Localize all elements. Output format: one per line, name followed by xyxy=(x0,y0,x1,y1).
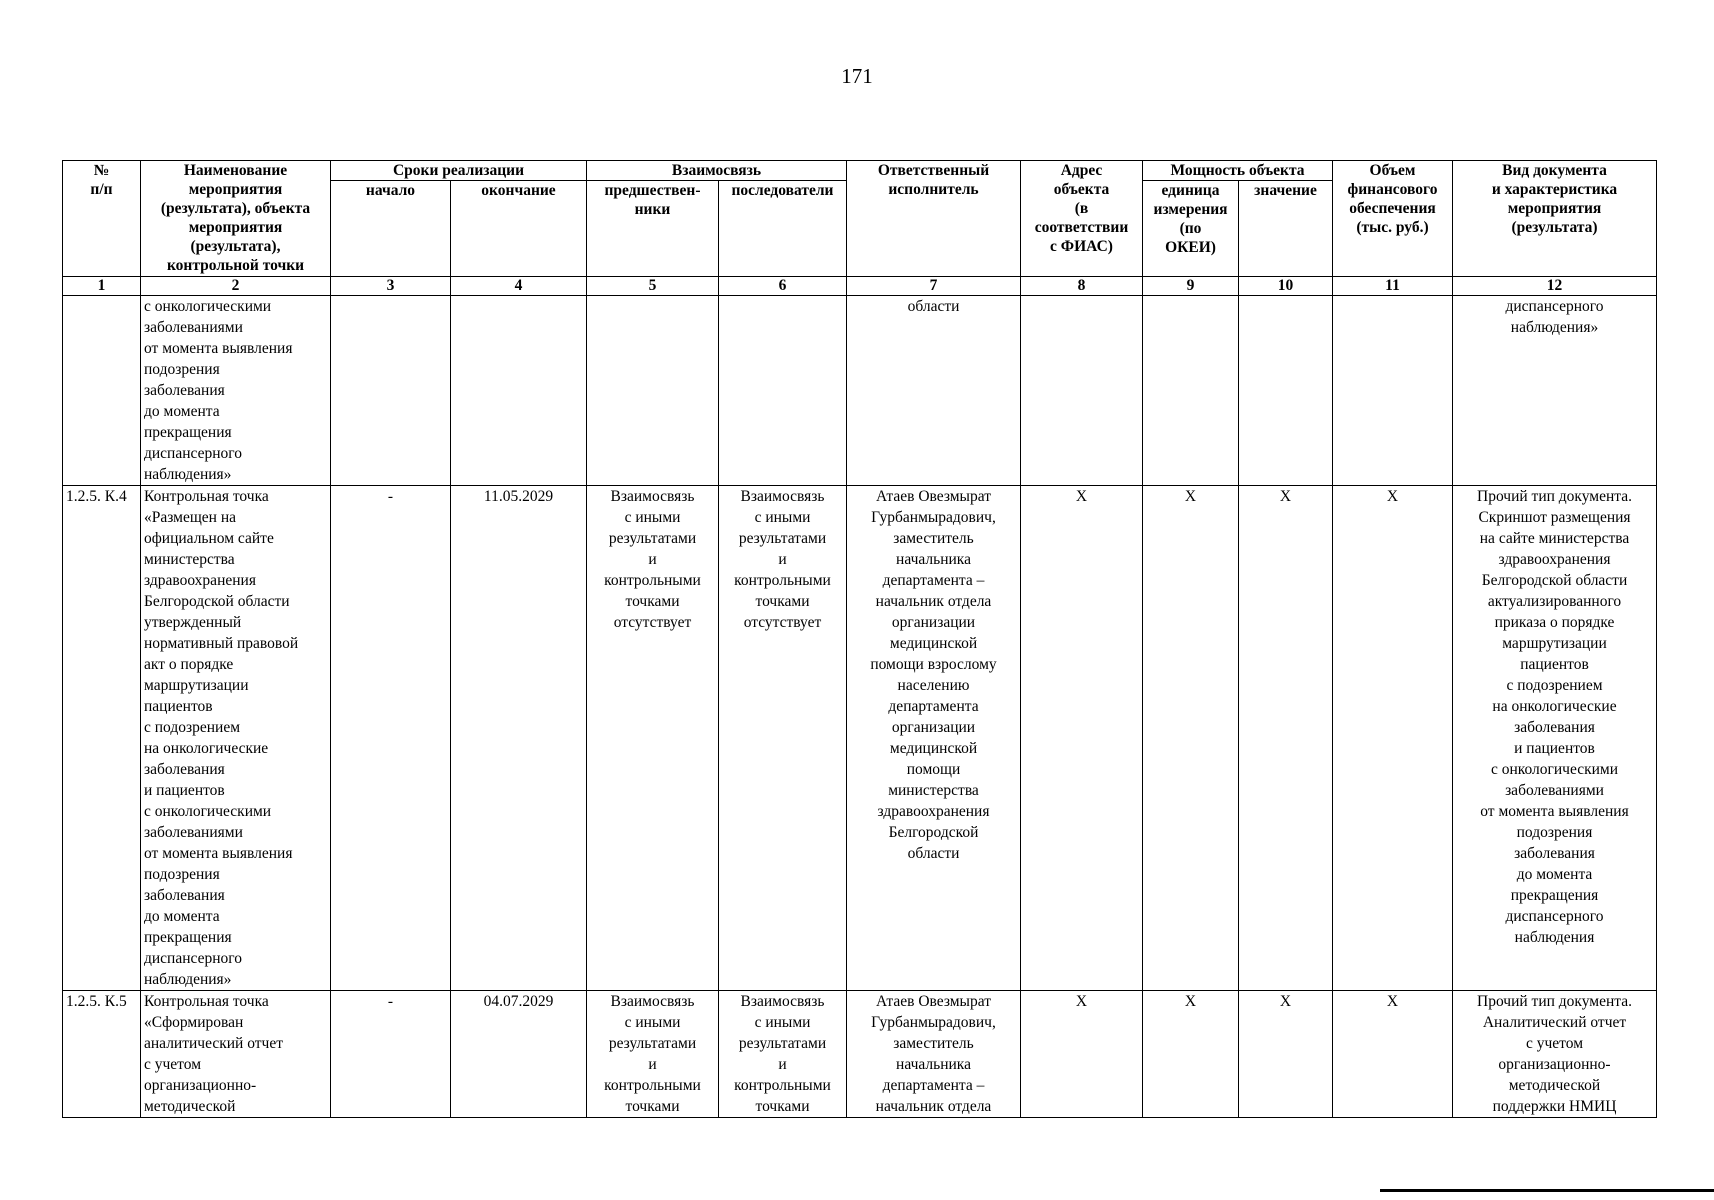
column-number: 7 xyxy=(847,277,1021,296)
cell-address xyxy=(1021,296,1143,486)
cell-address: X xyxy=(1021,991,1143,1118)
cell-unit: X xyxy=(1143,486,1239,991)
cell-predecessors xyxy=(587,296,719,486)
cell-end: 04.07.2029 xyxy=(451,991,587,1118)
cell-value: X xyxy=(1239,991,1333,1118)
header-document: Вид документа и характеристика мероприятия (результата) xyxy=(1453,161,1657,277)
header-link: Взаимосвязь xyxy=(587,161,847,181)
cell-num: 1.2.5. К.4 xyxy=(63,486,141,991)
cell-end: 11.05.2029 xyxy=(451,486,587,991)
cell-value: X xyxy=(1239,486,1333,991)
header-financing: Объем финансового обеспечения (тыс. руб.) xyxy=(1333,161,1453,277)
cell-start: - xyxy=(331,486,451,991)
cell-document: Прочий тип документа. Скриншот размещения на сайте министерства здравоохранения Белгородской области актуализированного приказа о порядке маршрутизации пациентов с подозрением на онкологические заболевания и пациентов с онкологическими заболеваниями от момента выявления подозрения заболевания до момента прекращения диспансерного наблюдения xyxy=(1453,486,1657,991)
cell-num: 1.2.5. К.5 xyxy=(63,991,141,1118)
cell-value xyxy=(1239,296,1333,486)
column-number: 6 xyxy=(719,277,847,296)
cell-num xyxy=(63,296,141,486)
cell-name: Контрольная точка «Сформирован аналитический отчет с учетом организационно- методической xyxy=(141,991,331,1118)
column-number-row xyxy=(63,277,1657,296)
cell-name: с онкологическими заболеваниями от момента выявления подозрения заболевания до момента прекращения диспансерного наблюдения» xyxy=(141,296,331,486)
column-number: 4 xyxy=(451,277,587,296)
cell-end xyxy=(451,296,587,486)
cell-successors: Взаимосвязь с иными результатами и контрольными точками xyxy=(719,991,847,1118)
column-number: 5 xyxy=(587,277,719,296)
cell-responsible: Атаев Овезмырат Гурбанмырадович, заместитель начальника департамента – начальник отдела организации медицинской помощи взрослому населению департамента организации медицинской помощи министерства здравоохранения Белгородской области xyxy=(847,486,1021,991)
page-number: 171 xyxy=(841,64,873,88)
header-row-1 xyxy=(63,161,1657,181)
cell-predecessors: Взаимосвязь с иными результатами и контрольными точками xyxy=(587,991,719,1118)
header-unit: единица измерения (по ОКЕИ) xyxy=(1143,181,1239,277)
cell-unit: X xyxy=(1143,991,1239,1118)
table-row xyxy=(63,296,1657,486)
header-end: окончание xyxy=(451,181,587,277)
cell-document: диспансерного наблюдения» xyxy=(1453,296,1657,486)
cell-start: - xyxy=(331,991,451,1118)
table-row xyxy=(63,991,1657,1118)
column-number: 9 xyxy=(1143,277,1239,296)
cell-financing: X xyxy=(1333,991,1453,1118)
plan-table xyxy=(62,160,1657,1118)
cell-financing xyxy=(1333,296,1453,486)
column-number: 1 xyxy=(63,277,141,296)
header-value: значение xyxy=(1239,181,1333,277)
header-address: Адрес объекта (в соответствии с ФИАС) xyxy=(1021,161,1143,277)
column-number: 2 xyxy=(141,277,331,296)
cell-financing: X xyxy=(1333,486,1453,991)
cell-responsible: области xyxy=(847,296,1021,486)
header-terms: Сроки реализации xyxy=(331,161,587,181)
cell-name: Контрольная точка «Размещен на официальном сайте министерства здравоохранения Белгородской области утвержденный нормативный правовой акт о порядке маршрутизации пациентов с подозрением на онкологические заболевания и пациентов с онкологическими заболеваниями от момента выявления подозрения заболевания до момента прекращения диспансерного наблюдения» xyxy=(141,486,331,991)
header-responsible: Ответственный исполнитель xyxy=(847,161,1021,277)
cell-start xyxy=(331,296,451,486)
cell-predecessors: Взаимосвязь с иными результатами и контрольными точками отсутствует xyxy=(587,486,719,991)
header-successors: последователи xyxy=(719,181,847,277)
cell-responsible: Атаев Овезмырат Гурбанмырадович, заместитель начальника департамента – начальник отдела xyxy=(847,991,1021,1118)
header-start: начало xyxy=(331,181,451,277)
header-predecessors: предшествен- ники xyxy=(587,181,719,277)
cell-successors xyxy=(719,296,847,486)
cell-address: X xyxy=(1021,486,1143,991)
cell-document: Прочий тип документа. Аналитический отчет с учетом организационно- методической поддержки НМИЦ xyxy=(1453,991,1657,1118)
column-number: 11 xyxy=(1333,277,1453,296)
column-number: 3 xyxy=(331,277,451,296)
header-capacity: Мощность объекта xyxy=(1143,161,1333,181)
header-name: Наименование мероприятия (результата), объекта мероприятия (результата), контрольной точки xyxy=(141,161,331,277)
column-number: 12 xyxy=(1453,277,1657,296)
cell-successors: Взаимосвязь с иными результатами и контрольными точками отсутствует xyxy=(719,486,847,991)
header-num: № п/п xyxy=(63,161,141,277)
scan-edge-line xyxy=(1380,1189,1714,1192)
column-number: 10 xyxy=(1239,277,1333,296)
cell-unit xyxy=(1143,296,1239,486)
column-number: 8 xyxy=(1021,277,1143,296)
table-row xyxy=(63,486,1657,991)
